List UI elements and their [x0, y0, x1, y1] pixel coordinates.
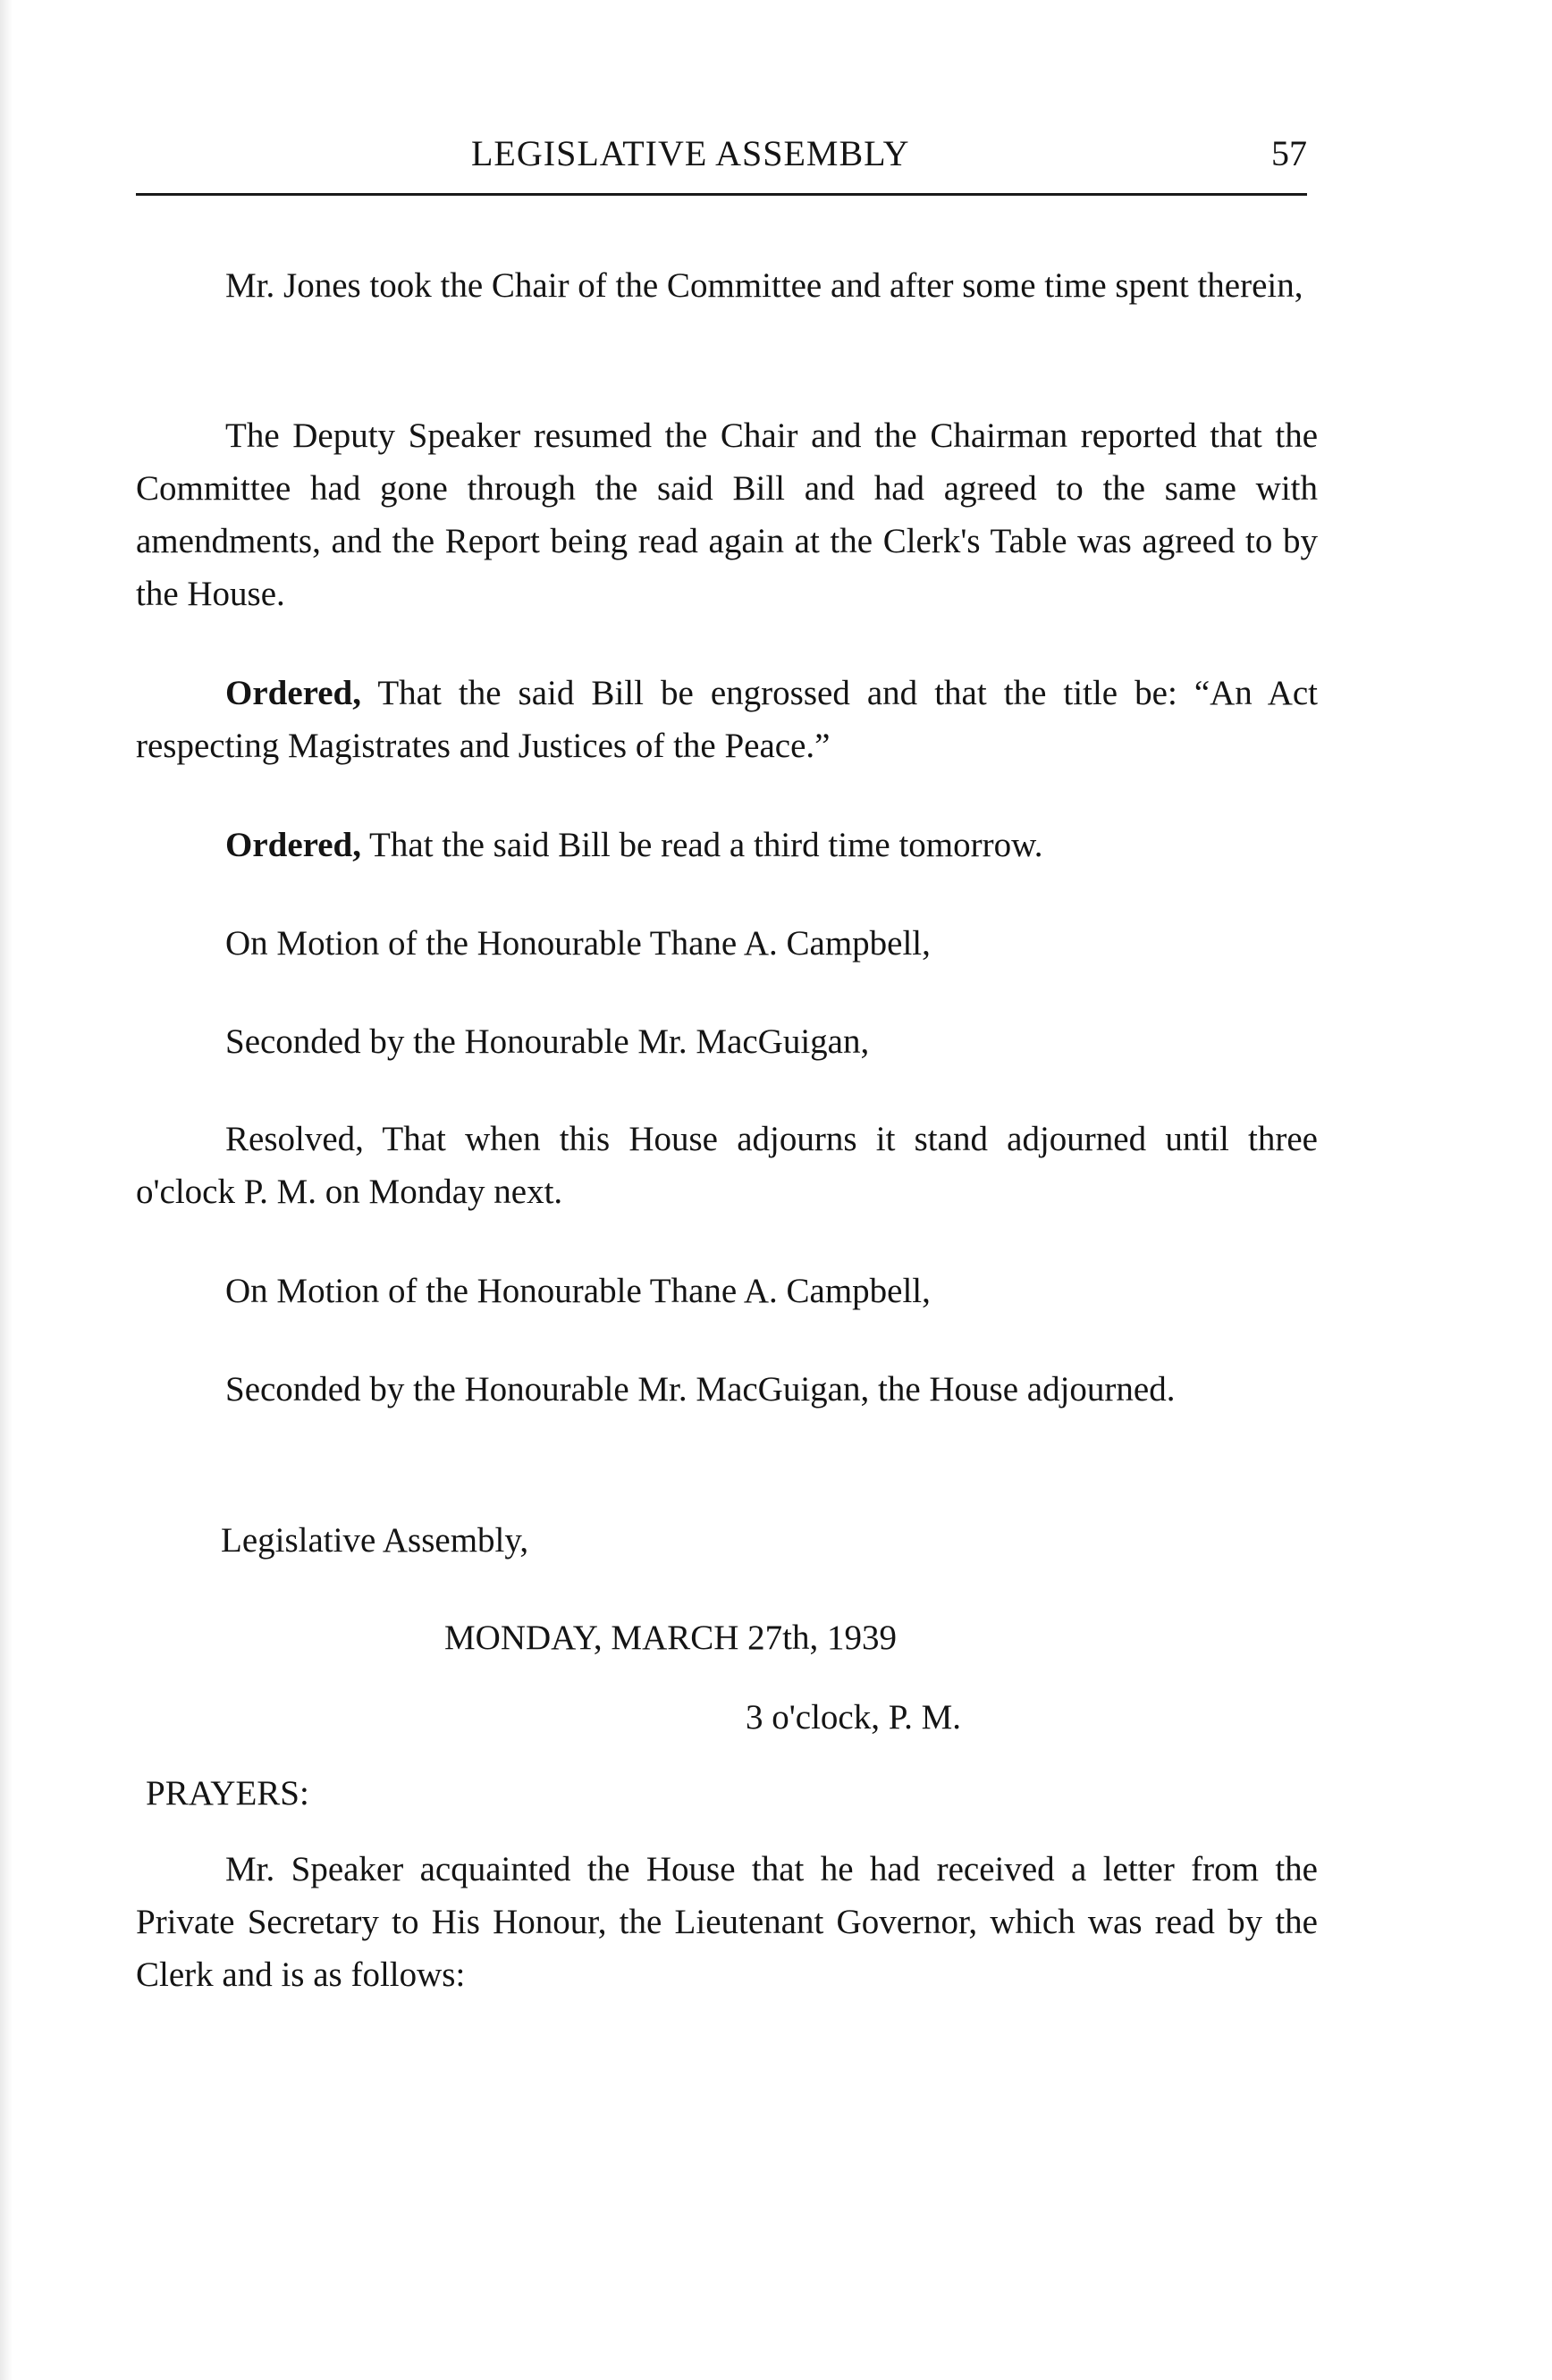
header-rule — [136, 193, 1307, 196]
ordered-text: That the said Bill be read a third time tomorrow. — [361, 826, 1043, 864]
paragraph-seconded-adjourned: Seconded by the Honourable Mr. MacGuigan, the House adjourned. — [225, 1370, 1176, 1409]
paragraph-speaker-letter: Mr. Speaker acquainted the House that he had received a letter from the Private Secretary to His Honour, the Lieutenant Governor, which was read by the Clerk and is as follows: — [136, 1850, 1318, 1994]
paragraph-seconded: Seconded by the Honourable Mr. MacGuigan, — [225, 1022, 870, 1061]
paragraph-motion-adjourn: On Motion of the Honourable Thane A. Campbell, — [225, 1272, 931, 1310]
header-title: LEGISLATIVE ASSEMBLY — [471, 133, 910, 173]
sitting-time: 3 o'clock, P. M. — [746, 1698, 962, 1737]
paragraph-ordered-third-reading — [136, 819, 1318, 871]
paragraph-ordered-engrossed — [136, 667, 1318, 772]
prayers-heading: PRAYERS: — [146, 1774, 309, 1812]
ordered-text: That the said Bill be engrossed and that the title be: “An Act respecting Magistrates and Justices of the Peace.” — [136, 674, 1318, 765]
page-edge — [0, 0, 13, 2380]
page-number: 57 — [1271, 133, 1307, 173]
ordered-label: Ordered, — [225, 826, 362, 864]
paragraph-motion: On Motion of the Honourable Thane A. Campbell, — [225, 924, 931, 963]
ordered-label: Ordered, — [225, 674, 362, 712]
paragraph-committee-chair: Mr. Jones took the Chair of the Committee and after some time spent therein, — [225, 266, 1303, 305]
paragraph-resolved: Resolved, That when this House adjourns it stand adjourned until three o'clock P. M. on Monday next. — [136, 1120, 1318, 1211]
sitting-date: MONDAY, MARCH 27th, 1939 — [444, 1619, 898, 1657]
legislative-assembly-heading: Legislative Assembly, — [221, 1521, 529, 1560]
running-header — [136, 127, 1307, 181]
paragraph-committee-report: The Deputy Speaker resumed the Chair and the Chairman reported that the Committee had gone through the said Bill and had agreed to the same with amendments, and the Report being read again at the Clerk's Table was agreed to by the House. — [136, 416, 1318, 613]
